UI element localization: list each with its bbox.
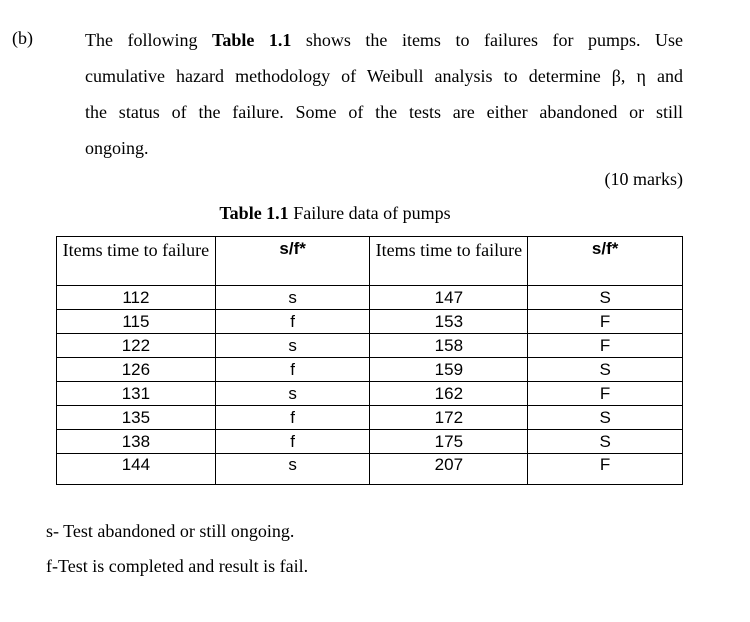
table-cell: S — [528, 286, 683, 310]
table-cell: s — [215, 382, 370, 406]
table-cell: 147 — [370, 286, 528, 310]
header-sf-2: s/f* — [528, 237, 683, 286]
legend-f-definition: f-Test is completed and result is fail. — [46, 556, 309, 576]
table-cell: F — [528, 454, 683, 485]
table-row — [57, 334, 683, 358]
table-cell: 175 — [370, 430, 528, 454]
question-paragraph — [85, 22, 683, 166]
table-cell: 158 — [370, 334, 528, 358]
table-cell: 172 — [370, 406, 528, 430]
table-cell: f — [215, 430, 370, 454]
table-row — [57, 286, 683, 310]
table-cell: f — [215, 358, 370, 382]
question-label: (b) — [12, 28, 33, 48]
legend-s-definition: s- Test abandoned or still ongoing. — [46, 521, 295, 541]
table-cell: 144 — [57, 454, 216, 485]
paragraph-line-3: the status of the failure. Some of the tests are either abandoned or still — [85, 102, 683, 122]
paragraph-line-4: ongoing. — [85, 138, 149, 158]
table-cell: 112 — [57, 286, 216, 310]
table-cell: S — [528, 430, 683, 454]
table-cell: f — [215, 310, 370, 334]
header-items-time-1: Items time to failure — [57, 237, 216, 286]
table-cell: F — [528, 334, 683, 358]
header-items-time-2: Items time to failure — [370, 237, 528, 286]
paragraph-line-1 — [85, 22, 683, 58]
paragraph-line-1-pre: The following — [85, 30, 213, 50]
table-reference: Table 1.1 — [212, 30, 292, 50]
table-cell: 122 — [57, 334, 216, 358]
table-cell: 162 — [370, 382, 528, 406]
table-row — [57, 358, 683, 382]
table-cell: 207 — [370, 454, 528, 485]
marks-label: (10 marks) — [604, 169, 683, 189]
table-cell: s — [215, 454, 370, 485]
table-caption-number: Table 1.1 — [219, 203, 289, 223]
table-cell: 138 — [57, 430, 216, 454]
table-cell: 153 — [370, 310, 528, 334]
paragraph-line-2: cumulative hazard methodology of Weibull analysis to determine β, η and — [85, 66, 683, 86]
table-cell: F — [528, 382, 683, 406]
table-row — [57, 430, 683, 454]
table-cell: 126 — [57, 358, 216, 382]
table-cell: S — [528, 358, 683, 382]
table-cell: 131 — [57, 382, 216, 406]
paragraph-line-1-post: shows the items to failures for pumps. Use — [291, 30, 683, 50]
table-cell: 115 — [57, 310, 216, 334]
table-cell: s — [215, 334, 370, 358]
table-row — [57, 454, 683, 485]
table-cell: 159 — [370, 358, 528, 382]
table-cell: F — [528, 310, 683, 334]
table-caption-text: Failure data of pumps — [288, 203, 451, 223]
table-cell: S — [528, 406, 683, 430]
table-row — [57, 382, 683, 406]
header-sf-1: s/f* — [215, 237, 370, 286]
table-cell: s — [215, 286, 370, 310]
table-row — [57, 406, 683, 430]
failure-data-table — [56, 236, 683, 485]
table-cell: 135 — [57, 406, 216, 430]
table-caption — [0, 203, 670, 224]
table-row — [57, 310, 683, 334]
table-header-row — [57, 237, 683, 286]
table-cell: f — [215, 406, 370, 430]
